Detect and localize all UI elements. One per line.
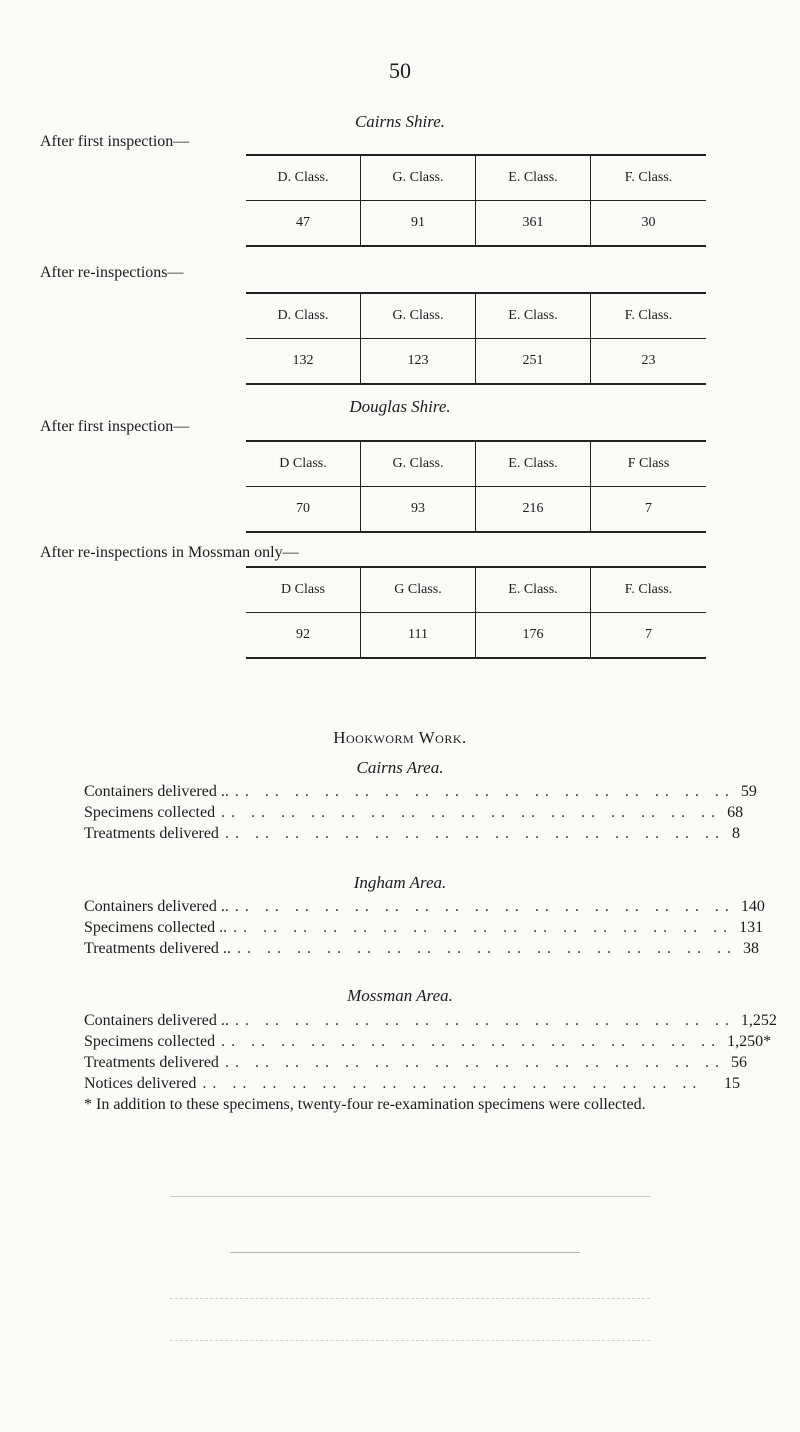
douglas-re-value-d: 92 bbox=[296, 627, 310, 642]
ingham-row-treatments bbox=[84, 940, 759, 960]
ingham-row-specimens bbox=[84, 919, 764, 939]
cairns-first-value-d: 47 bbox=[296, 215, 310, 230]
mossman-row-notices bbox=[84, 1075, 740, 1095]
cairns-re-header-e: E. Class. bbox=[476, 293, 591, 339]
cairns-re-header-f: F. Class. bbox=[591, 293, 707, 339]
row-value: 1,250* bbox=[727, 1033, 772, 1050]
douglas-first-lead: After first inspection— bbox=[40, 418, 190, 435]
row-label: Containers delivered .. bbox=[84, 1012, 229, 1029]
cairns-first-lead: After first inspection— bbox=[40, 133, 190, 150]
douglas-re-value-f: 7 bbox=[591, 613, 707, 659]
page-number: 50 bbox=[389, 58, 411, 83]
douglas-re-header-d: D Class bbox=[246, 567, 361, 613]
cairns-first-header-f: F. Class. bbox=[591, 155, 707, 201]
douglas-first-value-e: 216 bbox=[476, 487, 591, 533]
hookworm-title: Hookworm Work. bbox=[333, 728, 467, 747]
row-value: 56 bbox=[730, 1054, 747, 1071]
row-value: 1,252 bbox=[740, 1012, 777, 1029]
faint-rule bbox=[170, 1196, 650, 1197]
douglas-first-value-f: 7 bbox=[591, 487, 707, 533]
cairns-re-value-g: 123 bbox=[361, 339, 476, 385]
mossman-row-treatments bbox=[84, 1054, 747, 1074]
row-label: Treatments delivered .. bbox=[84, 940, 231, 957]
douglas-re-header-e: E. Class. bbox=[476, 567, 591, 613]
leader-dots: .. .. .. .. .. .. .. .. .. .. .. .. .. .. .. .. .. bbox=[224, 825, 725, 842]
cairns-re-header-d: D. Class. bbox=[246, 293, 361, 339]
douglas-first-header-e: E. Class. bbox=[476, 441, 591, 487]
row-value: 131 bbox=[739, 919, 764, 936]
cairns-row-specimens bbox=[84, 804, 744, 824]
ingham-area-heading: Ingham Area. bbox=[353, 873, 447, 892]
leader-dots: .. .. .. .. .. .. .. .. .. .. .. .. .. .. .. .. .. bbox=[234, 783, 735, 800]
cairns-first-header-e: E. Class. bbox=[476, 155, 591, 201]
douglas-first-header-f: F Class bbox=[591, 441, 707, 487]
leader-dots: .. .. .. .. .. .. .. .. .. .. .. .. .. .. .. .. .. bbox=[234, 898, 735, 915]
ingham-row-containers bbox=[84, 898, 765, 918]
douglas-re-value-e: 176 bbox=[476, 613, 591, 659]
row-label: Containers delivered .. bbox=[84, 783, 229, 800]
row-label: Treatments delivered bbox=[84, 1054, 219, 1071]
cairns-row-treatments bbox=[84, 825, 740, 845]
leader-dots: .. .. .. .. .. .. .. .. .. .. .. .. .. .. .. .. .. bbox=[202, 1075, 703, 1092]
cairns-reinspection-lead: After re-inspections— bbox=[40, 264, 184, 281]
cairns-first-value-f: 30 bbox=[591, 201, 707, 247]
cairns-first-value-g: 91 bbox=[361, 201, 476, 247]
cairns-first-value-e: 361 bbox=[476, 201, 591, 247]
douglas-re-value-g: 111 bbox=[361, 613, 476, 659]
mossman-row-containers bbox=[84, 1012, 777, 1032]
cairns-re-value-d: 132 bbox=[292, 353, 314, 368]
cairns-area-heading: Cairns Area. bbox=[356, 758, 444, 777]
leader-dots: .. .. .. .. .. .. .. .. .. .. .. .. .. .. .. .. .. bbox=[236, 940, 737, 957]
douglas-reinspection-table bbox=[246, 566, 706, 659]
footnote: * In addition to these specimens, twenty-four re-examination specimens were collected. bbox=[84, 1096, 646, 1113]
leader-dots: .. .. .. .. .. .. .. .. .. .. .. .. .. .. .. .. .. bbox=[221, 1033, 722, 1050]
cairns-first-header-g: G. Class. bbox=[361, 155, 476, 201]
mossman-row-specimens bbox=[84, 1033, 772, 1053]
douglas-re-header-f: F. Class. bbox=[591, 567, 707, 613]
cairns-row-containers bbox=[84, 783, 757, 803]
row-value: 140 bbox=[740, 898, 765, 915]
faint-rule bbox=[170, 1340, 650, 1341]
row-label: Specimens collected bbox=[84, 1033, 216, 1050]
douglas-first-value-g: 93 bbox=[361, 487, 476, 533]
faint-rule bbox=[170, 1298, 650, 1299]
leader-dots: .. .. .. .. .. .. .. .. .. .. .. .. .. .. .. .. .. bbox=[224, 1054, 725, 1071]
cairns-re-value-e: 251 bbox=[476, 339, 591, 385]
leader-dots: .. .. .. .. .. .. .. .. .. .. .. .. .. .. .. .. .. bbox=[221, 804, 722, 821]
cairns-first-header-d: D. Class. bbox=[246, 155, 361, 201]
row-value: 15 bbox=[724, 1075, 740, 1092]
row-label: Containers delivered .. bbox=[84, 898, 229, 915]
cairns-shire-heading: Cairns Shire. bbox=[354, 112, 446, 131]
cairns-first-table bbox=[246, 154, 706, 247]
row-value: 38 bbox=[742, 940, 759, 957]
leader-dots: .. .. .. .. .. .. .. .. .. .. .. .. .. .. .. .. .. bbox=[233, 919, 734, 936]
row-value: 8 bbox=[732, 825, 740, 842]
row-value: 68 bbox=[727, 804, 744, 821]
leader-dots: .. .. .. .. .. .. .. .. .. .. .. .. .. .. .. .. .. bbox=[234, 1012, 735, 1029]
cairns-reinspection-table bbox=[246, 292, 706, 385]
row-label: Specimens collected .. bbox=[84, 919, 228, 936]
douglas-first-header-d: D Class. bbox=[246, 441, 361, 487]
cairns-re-value-f: 23 bbox=[591, 339, 707, 385]
cairns-re-header-g: G. Class. bbox=[361, 293, 476, 339]
row-label: Specimens collected bbox=[84, 804, 216, 821]
row-label: Treatments delivered bbox=[84, 825, 219, 842]
douglas-first-header-g: G. Class. bbox=[361, 441, 476, 487]
row-label: Notices delivered bbox=[84, 1075, 197, 1092]
douglas-first-table bbox=[246, 440, 706, 533]
faint-rule bbox=[230, 1252, 580, 1253]
douglas-reinspection-lead: After re-inspections in Mossman only— bbox=[40, 544, 299, 561]
douglas-re-header-g: G Class. bbox=[361, 567, 476, 613]
row-value: 59 bbox=[740, 783, 757, 800]
douglas-shire-heading: Douglas Shire. bbox=[349, 397, 451, 416]
mossman-area-heading: Mossman Area. bbox=[347, 986, 453, 1005]
douglas-first-value-d: 70 bbox=[296, 501, 310, 516]
